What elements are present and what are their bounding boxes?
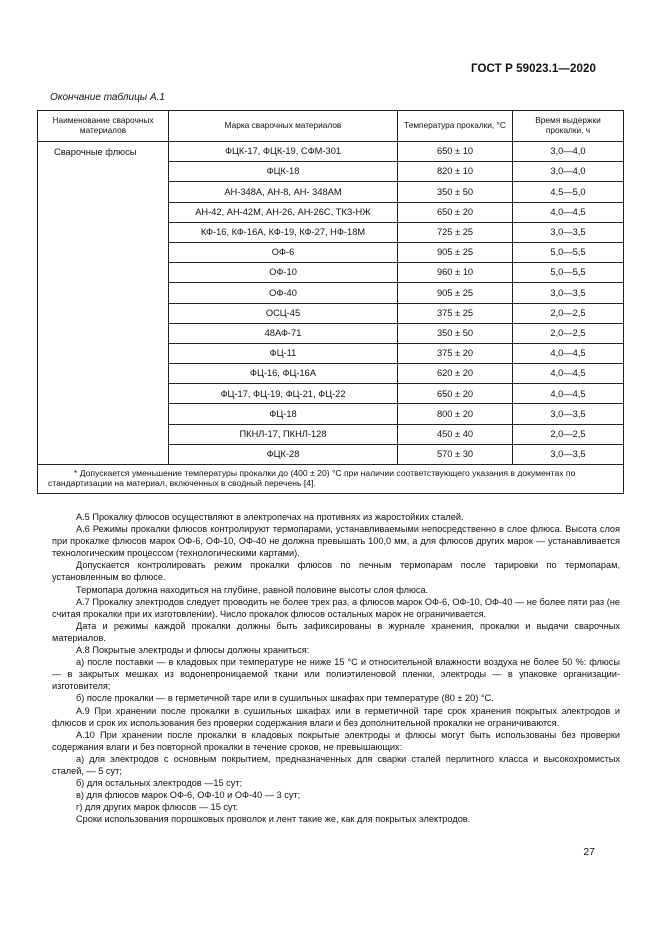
material-mark-cell: ОФ-6	[169, 242, 398, 262]
holding-time-cell: 3,0—3,5	[513, 222, 624, 242]
table-footnote-text: * Допускается уменьшение температуры прокалки до (400 ± 20) °С при наличии соответствующего указания в документах по стандартизации на материал, включенных в сводный перечень [4].	[48, 468, 576, 488]
holding-time-cell: 5,0—5,5	[513, 242, 624, 262]
material-mark-cell: ОСЦ-45	[169, 303, 398, 323]
paragraph: а) после поставки — в кладовых при температуре не ниже 15 °С и относительной влажности воздуха не более 50 %: флюсы — в закрытых мешках из водонепроницаемой ткани или полиэтиленовой пленки, электроды — в упаковке организации-изготовителя;	[52, 657, 620, 692]
table-row	[38, 142, 624, 162]
temperature-cell: 905 ± 25	[398, 283, 513, 303]
table-caption: Окончание таблицы А.1	[50, 92, 165, 103]
footnote-row	[38, 465, 624, 494]
temperature-cell: 620 ± 20	[398, 364, 513, 384]
material-mark-cell: АН-42, АН-42М, АН-26, АН-26С, ТКЗ-НЖ	[169, 202, 398, 222]
table-header-row	[38, 111, 624, 142]
material-mark-cell: ОФ-10	[169, 263, 398, 283]
paragraph: г) для других марок флюсов — 15 сут.	[76, 802, 239, 813]
temperature-cell: 350 ± 50	[398, 182, 513, 202]
holding-time-cell: 4,5—5,0	[513, 182, 624, 202]
holding-time-cell: 4,0—4,5	[513, 202, 624, 222]
material-mark-cell: ОФ-40	[169, 283, 398, 303]
material-mark-cell: ФЦК-28	[169, 444, 398, 464]
paragraph: А.10 При хранении после прокалки в кладовых покрытые электроды и флюсы могут быть использованы без проверки содержания влаги и без повторной прокалки в течение сроков, не превышающих:	[52, 729, 620, 752]
temperature-cell: 450 ± 40	[398, 424, 513, 444]
column-header-temperature: Температура прокалки, °С	[398, 111, 513, 142]
column-header-material-mark: Марка сварочных материалов	[169, 111, 398, 142]
paragraph: А.5 Прокалку флюсов осуществляют в электропечах на противнях из жаростойких сталей.	[76, 512, 464, 522]
material-mark-cell: ФЦ-17, ФЦ-19, ФЦ-21, ФЦ-22	[169, 384, 398, 404]
paragraph: б) после прокалки — в герметичной таре или в сушильных шкафах при температуре (80 ± 20) °С.	[76, 693, 494, 704]
holding-time-cell: 4,0—4,5	[513, 384, 624, 404]
material-group-cell: Сварочные флюсы	[38, 142, 169, 465]
temperature-cell: 350 ± 50	[398, 323, 513, 343]
paragraph: б) для остальных электродов —15 сут;	[76, 778, 243, 789]
paragraph: Допускается контролировать режим прокалки флюсов по печным термопарам после тарировки по термопарам, установленным во флюсе.	[52, 560, 620, 583]
holding-time-cell: 2,0—2,5	[513, 303, 624, 323]
paragraph: А.8 Покрытые электроды и флюсы должны храниться:	[76, 645, 310, 656]
holding-time-cell: 3,0—3,5	[513, 404, 624, 424]
page-number: 27	[583, 846, 595, 858]
temperature-cell: 570 ± 30	[398, 444, 513, 464]
temperature-cell: 800 ± 20	[398, 404, 513, 424]
temperature-cell: 650 ± 20	[398, 202, 513, 222]
holding-time-cell: 3,0—4,0	[513, 142, 624, 162]
holding-time-cell: 4,0—4,5	[513, 343, 624, 363]
material-mark-cell: ФЦ-16, ФЦ-16А	[169, 364, 398, 384]
holding-time-cell: 2,0—2,5	[513, 424, 624, 444]
table-body	[38, 142, 624, 465]
material-mark-cell: ПКНЛ-17, ПКНЛ-128	[169, 424, 398, 444]
document-code: ГОСТ Р 59023.1—2020	[471, 63, 596, 75]
temperature-cell: 960 ± 10	[398, 263, 513, 283]
temperature-cell: 375 ± 25	[398, 303, 513, 323]
material-mark-cell: АН-348А, АН-8, АН- 348АМ	[169, 182, 398, 202]
materials-table	[37, 110, 624, 494]
material-mark-cell: 48АФ-71	[169, 323, 398, 343]
temperature-cell: 725 ± 25	[398, 222, 513, 242]
paragraph: А.7 Прокалку электродов следует проводить не более трех раз, а флюсов марок ОФ-6, ОФ-10, ОФ-40 — не более пяти раз (не считая прокалки при их изготовлении). Число прокалок флюсов остальных марок не ограничивается.	[52, 596, 620, 619]
material-mark-cell: ФЦ-18	[169, 404, 398, 424]
temperature-cell: 650 ± 20	[398, 384, 513, 404]
temperature-cell: 820 ± 10	[398, 162, 513, 182]
paragraph: Дата и режимы каждой прокалки должны быть зафиксированы в журнале хранения, прокалки и выдачи сварочных материалов.	[52, 620, 620, 643]
holding-time-cell: 3,0—4,0	[513, 162, 624, 182]
column-header-holding-time: Время выдержки прокалки, ч	[513, 111, 624, 142]
paragraph: а) для электродов с основным покрытием, предназначенных для сварки сталей перлитного класса и высокохромистых сталей, — 5 сут;	[52, 753, 620, 776]
material-mark-cell: ФЦ-11	[169, 343, 398, 363]
column-header-material-name: Наименование сварочных материалов	[38, 111, 169, 142]
temperature-cell: 650 ± 10	[398, 142, 513, 162]
paragraph: А.9 При хранении после прокалки в сушильных шкафах или в герметичной таре срок хранения покрытых электродов и флюсов и срок их использования без проверки содержания влаги и без дополнительной прокалки не ограничиваются.	[52, 705, 620, 728]
holding-time-cell: 5,0—5,5	[513, 263, 624, 283]
holding-time-cell: 2,0—2,5	[513, 323, 624, 343]
table-footnote	[38, 465, 624, 494]
paragraph: А.6 Режимы прокалки флюсов контролируют термопарами, устанавливаемыми непосредственно в слое флюса. Высота слоя при прокалке флюсов марок ОФ-6, ОФ-10, ОФ-40 не должна превышать 100,0 мм, а для флюсов других марок — устанавливается технологическим процессом (технологическими картами).	[52, 524, 620, 559]
material-mark-cell: ФЦК-18	[169, 162, 398, 182]
paragraph: Сроки использования порошковых проволок и лент такие же, как для покрытых электродов.	[76, 814, 471, 825]
temperature-cell: 375 ± 20	[398, 343, 513, 363]
body-text	[52, 511, 620, 825]
material-mark-cell: ФЦК-17, ФЦК-19, СФМ-301	[169, 142, 398, 162]
material-mark-cell: КФ-16, КФ-16А, КФ-19, КФ-27, НФ-18М	[169, 222, 398, 242]
holding-time-cell: 3,0—3,5	[513, 283, 624, 303]
holding-time-cell: 4,0—4,5	[513, 364, 624, 384]
paragraph: в) для флюсов марок ОФ-6, ОФ-10 и ОФ-40 — 3 сут;	[76, 790, 301, 801]
temperature-cell: 905 ± 25	[398, 242, 513, 262]
paragraph: Термопара должна находиться на глубине, равной половине высоты слоя флюса.	[76, 584, 429, 595]
holding-time-cell: 3,0—3,5	[513, 444, 624, 464]
